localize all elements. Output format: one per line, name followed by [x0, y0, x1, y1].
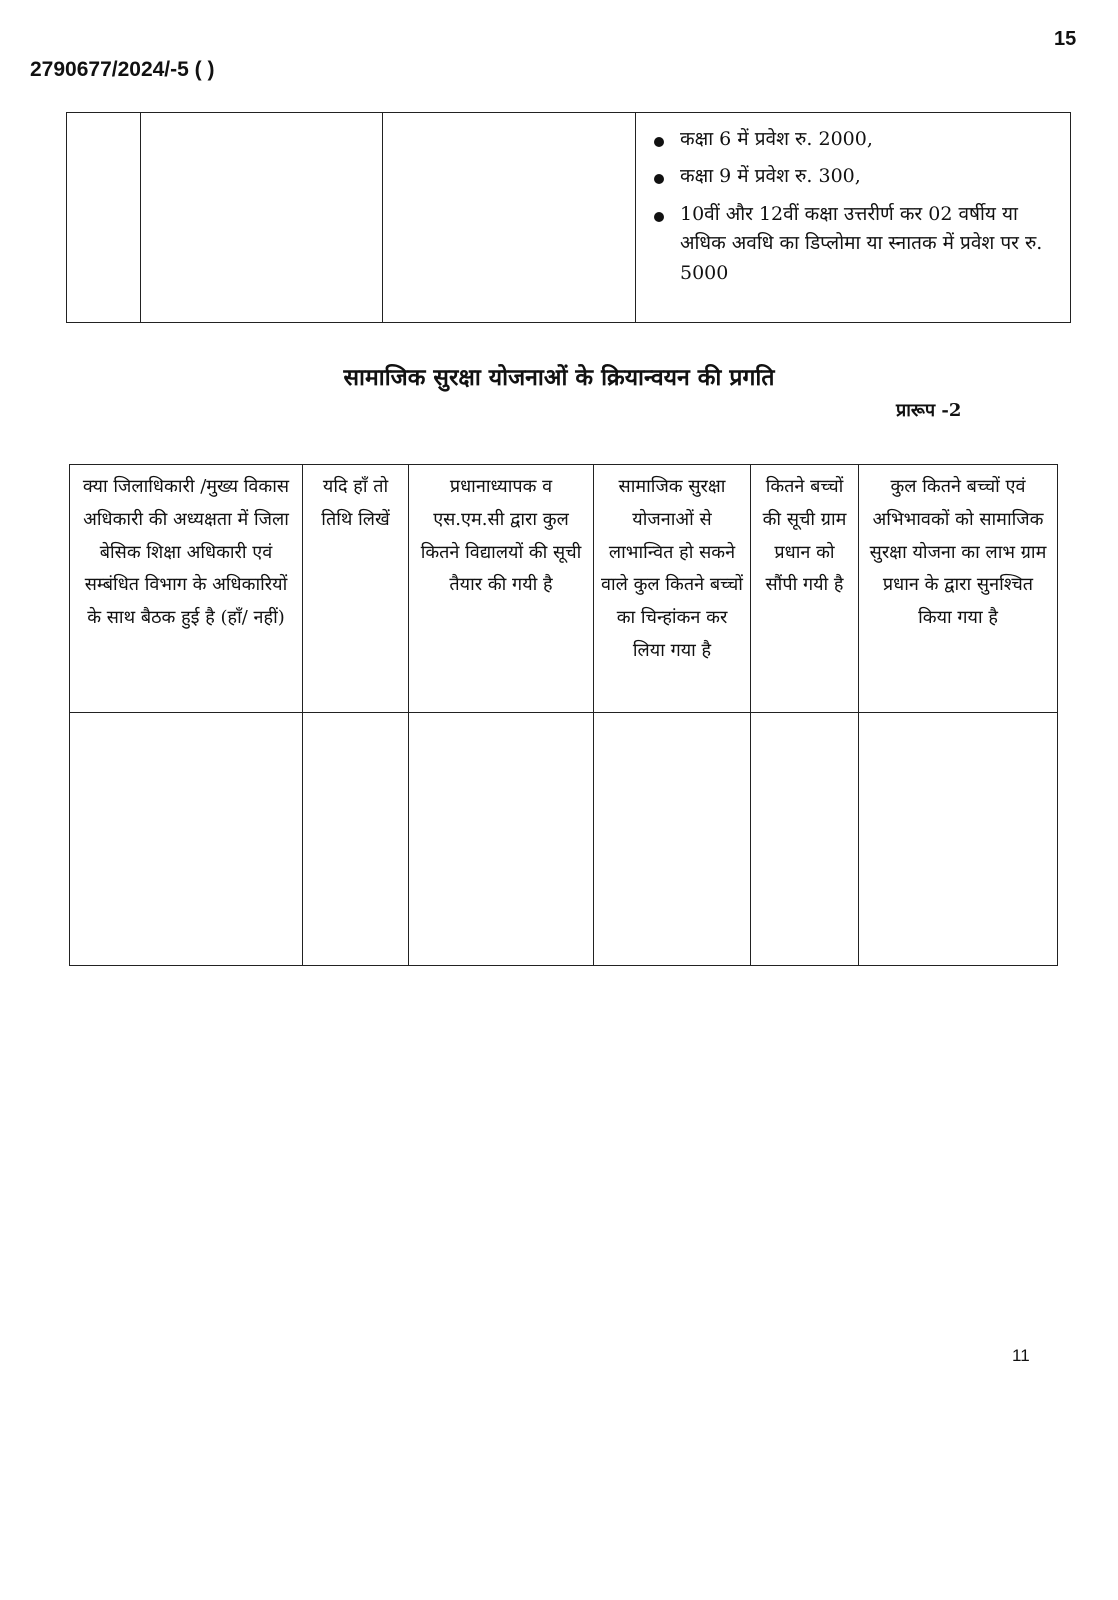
table-row: [70, 713, 1058, 966]
page-number-bottom: 11: [1012, 1346, 1030, 1365]
list-item: कक्षा 6 में प्रवेश रु. 2000,: [650, 125, 1060, 154]
empty-cell: [751, 713, 859, 966]
empty-cell: [409, 713, 594, 966]
section-title: सामाजिक सुरक्षा योजनाओं के क्रियान्वयन की प्रगति: [343, 364, 775, 391]
incentive-cell: [636, 113, 1071, 323]
empty-cell: [594, 713, 751, 966]
column-header-meeting: क्या जिलाधिकारी /मुख्य विकास अधिकारी की अध्यक्षता में जिला बेसिक शिक्षा अधिकारी एवं सम्बंधित विभाग के अधिकारियों के साथ बैठक हुई है (हाँ/ नहीं): [70, 465, 303, 713]
empty-cell: [303, 713, 409, 966]
column-header-children-identified: सामाजिक सुरक्षा योजनाओं से लाभान्वित हो सकने वाले कुल कितने बच्चों का चिन्हांकन कर लिया गया है: [594, 465, 751, 713]
table-header-row: [70, 465, 1058, 713]
page-number-top: 15: [1054, 28, 1077, 50]
scheme-continuation-table: [66, 112, 1071, 323]
empty-cell: [383, 113, 636, 323]
empty-cell: [859, 713, 1058, 966]
table-row: [67, 113, 1071, 323]
column-header-list-handed: कितने बच्चों की सूची ग्राम प्रधान को सौंपी गयी है: [751, 465, 859, 713]
list-item: 10वीं और 12वीं कक्षा उत्तरीर्ण कर 02 वर्षीय या अधिक अवधि का डिप्लोमा या स्नातक में प्रवेश पर रु. 5000: [650, 200, 1060, 288]
format-label: प्रारूप -2: [896, 400, 962, 421]
column-header-date: यदि हाँ तो तिथि लिखें: [303, 465, 409, 713]
empty-cell: [67, 113, 141, 323]
empty-cell: [141, 113, 383, 323]
empty-cell: [70, 713, 303, 966]
incentive-list: [636, 113, 1070, 288]
progress-table: [69, 464, 1058, 966]
column-header-benefit-ensured: कुल कितने बच्चों एवं अभिभावकों को सामाजिक सुरक्षा योजना का लाभ ग्राम प्रधान के द्वारा सुनश्चित किया गया है: [859, 465, 1058, 713]
file-reference-number: 2790677/2024/-5 ( ): [30, 58, 215, 81]
list-item: कक्षा 9 में प्रवेश रु. 300,: [650, 162, 1060, 191]
column-header-schools: प्रधानाध्यापक व एस.एम.सी द्वारा कुल कितने विद्यालयों की सूची तैयार की गयी है: [409, 465, 594, 713]
